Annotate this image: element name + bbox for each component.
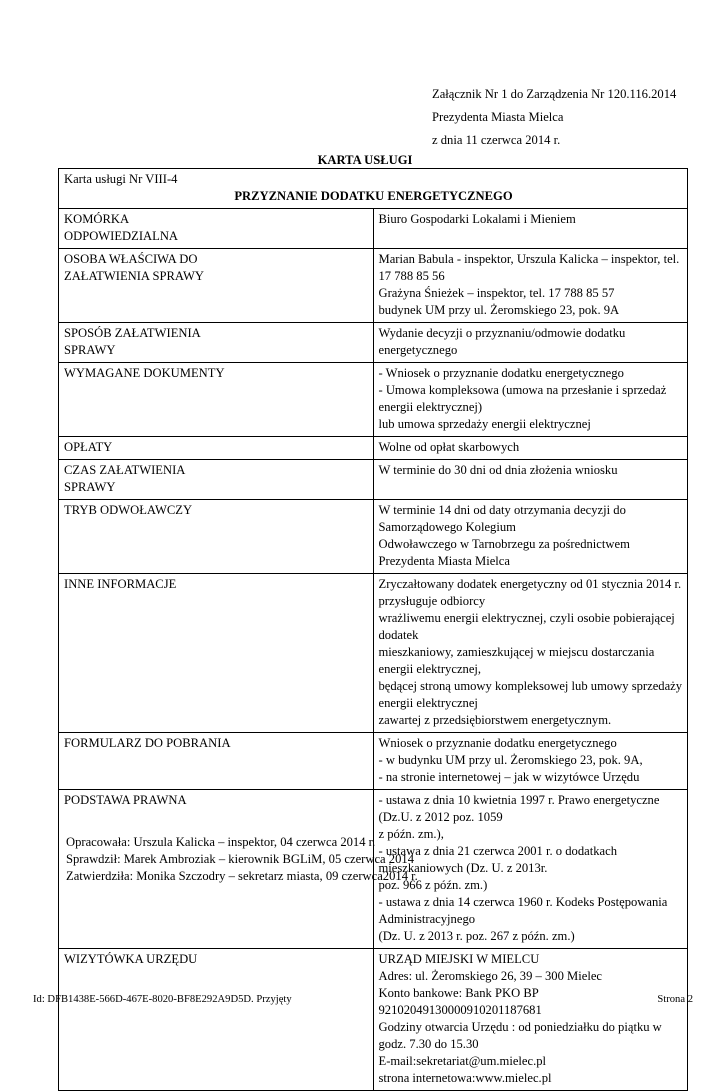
row-value: (Dz. U. z 2013 r. poz. 267 z późn. zm.) [378, 929, 575, 943]
row-value: Wniosek o przyznanie dodatku energetycznego [378, 736, 617, 750]
row-value: Grażyna Śnieżek – inspektor, tel. 17 788 85 57 [378, 286, 615, 300]
header-line-date: z dnia 11 czerwca 2014 r. [432, 133, 561, 147]
row-value: - ustawa z dnia 10 kwietnia 1997 r. Prawo energetyczne (Dz.U. z 2012 poz. 1059 [378, 793, 660, 824]
row-value: Odwoławczego w Tarnobrzegu za pośrednictwem Prezydenta Miasta Mielca [378, 537, 630, 568]
row-label: KOMÓRKA [64, 212, 130, 226]
row-label: WYMAGANE DOKUMENTY [64, 366, 225, 380]
row-value-cell [373, 460, 688, 500]
table-row [59, 574, 688, 733]
attachment-header [432, 86, 722, 155]
row-value: z późn. zm.), [378, 827, 444, 841]
row-value: - w budynku UM przy ul. Żeromskiego 23, pok. 9A, [378, 753, 643, 767]
row-value: Biuro Gospodarki Lokalami i Mieniem [378, 212, 576, 226]
row-label: OSOBA WŁAŚCIWA DO [64, 252, 198, 266]
table-row [59, 949, 688, 1091]
row-label: ODPOWIEDZIALNA [64, 229, 179, 243]
row-label: TRYB ODWOŁAWCZY [64, 503, 193, 517]
row-label: INNE INFORMACJE [64, 577, 177, 591]
card-number: Karta usługi Nr VIII-4 [64, 172, 178, 186]
row-label: SPRAWY [64, 343, 116, 357]
row-value: Wydanie decyzji o przyznaniu/odmowie dodatku energetycznego [378, 326, 626, 357]
row-value: zawartej z przedsiębiorstwem energetycznym. [378, 713, 612, 727]
prepared-by: Opracowała: Urszula Kalicka – inspektor, 04 czerwca 2014 r. [66, 835, 376, 849]
row-value: E-mail:sekretariat@um.mielec.pl [378, 1054, 547, 1068]
row-value: poz. 966 z późn. zm.) [378, 878, 488, 892]
row-label-cell [59, 460, 374, 500]
row-label-cell [59, 733, 374, 790]
row-label: WIZYTÓWKA URZĘDU [64, 952, 198, 966]
card-header-cell [59, 169, 688, 209]
row-value: - Wniosek o przyznanie dodatku energetycznego [378, 366, 624, 380]
row-label-cell [59, 249, 374, 323]
row-value: Zryczałtowany dodatek energetyczny od 01 stycznia 2014 r. przysługuje odbiorcy [378, 577, 682, 608]
page-title: KARTA USŁUGI [317, 153, 413, 167]
row-value: będącej stroną umowy kompleksowej lub umowy sprzedaży energii elektrycznej [378, 679, 683, 710]
table-row [59, 733, 688, 790]
row-value: URZĄD MIEJSKI W MIELCU [378, 952, 540, 966]
row-value: - ustawa z dnia 14 czerwca 1960 r. Kodeks Postępowania Administracyjnego [378, 895, 668, 926]
row-label-cell [59, 323, 374, 363]
row-value-cell [373, 437, 688, 460]
row-label: OPŁATY [64, 440, 113, 454]
row-value: Wolne od opłat skarbowych [378, 440, 520, 454]
approval-notes [66, 834, 706, 885]
row-label-cell [59, 500, 374, 574]
table-row [59, 363, 688, 437]
row-value: - ustawa z dnia 21 czerwca 2001 r. o dodatkach mieszkaniowych (Dz. U. z 2013r. [378, 844, 617, 875]
row-label: ZAŁATWIENIA SPRAWY [64, 269, 204, 283]
row-label-cell [59, 574, 374, 733]
row-label: SPRAWY [64, 480, 116, 494]
row-value-cell [373, 574, 688, 733]
row-value-cell [373, 500, 688, 574]
card-name: PRZYZNANIE DODATKU ENERGETYCZNEGO [234, 189, 513, 203]
row-value-cell [373, 363, 688, 437]
row-value: 92102049130000910201187681 [378, 1003, 542, 1017]
row-value: budynek UM przy ul. Żeromskiego 23, pok. 9A [378, 303, 620, 317]
row-value-cell [373, 949, 688, 1091]
row-label: CZAS ZAŁATWIENIA [64, 463, 186, 477]
table-row [59, 209, 688, 249]
row-value: W terminie 14 dni od daty otrzymania decyzji do Samorządowego Kolegium [378, 503, 626, 534]
row-value: mieszkaniowy, zamieszkującej w miejscu dostarczania energii elektrycznej, [378, 645, 655, 676]
row-label: PODSTAWA PRAWNA [64, 793, 187, 807]
row-value: Godziny otwarcia Urzędu : od poniedziałku do piątku w godz. 7.30 do 15.30 [378, 1020, 662, 1051]
checked-by: Sprawdził: Marek Ambroziak – kierownik BGLiM, 05 czerwca 2014 [66, 852, 414, 866]
service-card-table [58, 168, 688, 1091]
row-label-cell [59, 949, 374, 1091]
row-value: Konto bankowe: Bank PKO BP [378, 986, 539, 1000]
card-header-row [59, 169, 688, 209]
row-value: - na stronie internetowej – jak w wizytówce Urzędu [378, 770, 640, 784]
table-row [59, 460, 688, 500]
row-value-cell [373, 323, 688, 363]
row-label: SPOSÓB ZAŁATWIENIA [64, 326, 201, 340]
table-row [59, 249, 688, 323]
row-value: - Umowa kompleksowa (umowa na przesłanie i sprzedaż energii elektrycznej) [378, 383, 667, 414]
table-row [59, 437, 688, 460]
row-label: FORMULARZ DO POBRANIA [64, 736, 231, 750]
row-value: strona internetowa:www.mielec.pl [378, 1071, 552, 1085]
row-value: Adres: ul. Żeromskiego 26, 39 – 300 Mielec [378, 969, 602, 983]
header-line-attachment: Załącznik Nr 1 do Zarządzenia Nr 120.116.2014 [432, 87, 677, 101]
row-value: wrażliwemu energii elektrycznej, czyli osobie pobierającej dodatek [378, 611, 675, 642]
row-label-cell [59, 209, 374, 249]
row-value: Marian Babula - inspektor, Urszula Kalicka – inspektor, tel. 17 788 85 56 [378, 252, 680, 283]
table-row [59, 323, 688, 363]
approved-by: Zatwierdziła: Monika Szczodry – sekretarz miasta, 09 czerwca2014 r. [66, 869, 418, 883]
row-value-cell [373, 733, 688, 790]
row-value-cell [373, 249, 688, 323]
page-number: Strona 2 [657, 994, 693, 1005]
row-label-cell [59, 437, 374, 460]
row-value: W terminie do 30 dni od dnia złożenia wniosku [378, 463, 618, 477]
table-row [59, 500, 688, 574]
document-id: Id: DFB1438E-566D-467E-8020-BF8E292A9D5D. Przyjęty [33, 994, 292, 1005]
row-value: lub umowa sprzedaży energii elektrycznej [378, 417, 591, 431]
row-label-cell [59, 363, 374, 437]
header-line-president: Prezydenta Miasta Mielca [432, 110, 564, 124]
row-value-cell [373, 209, 688, 249]
